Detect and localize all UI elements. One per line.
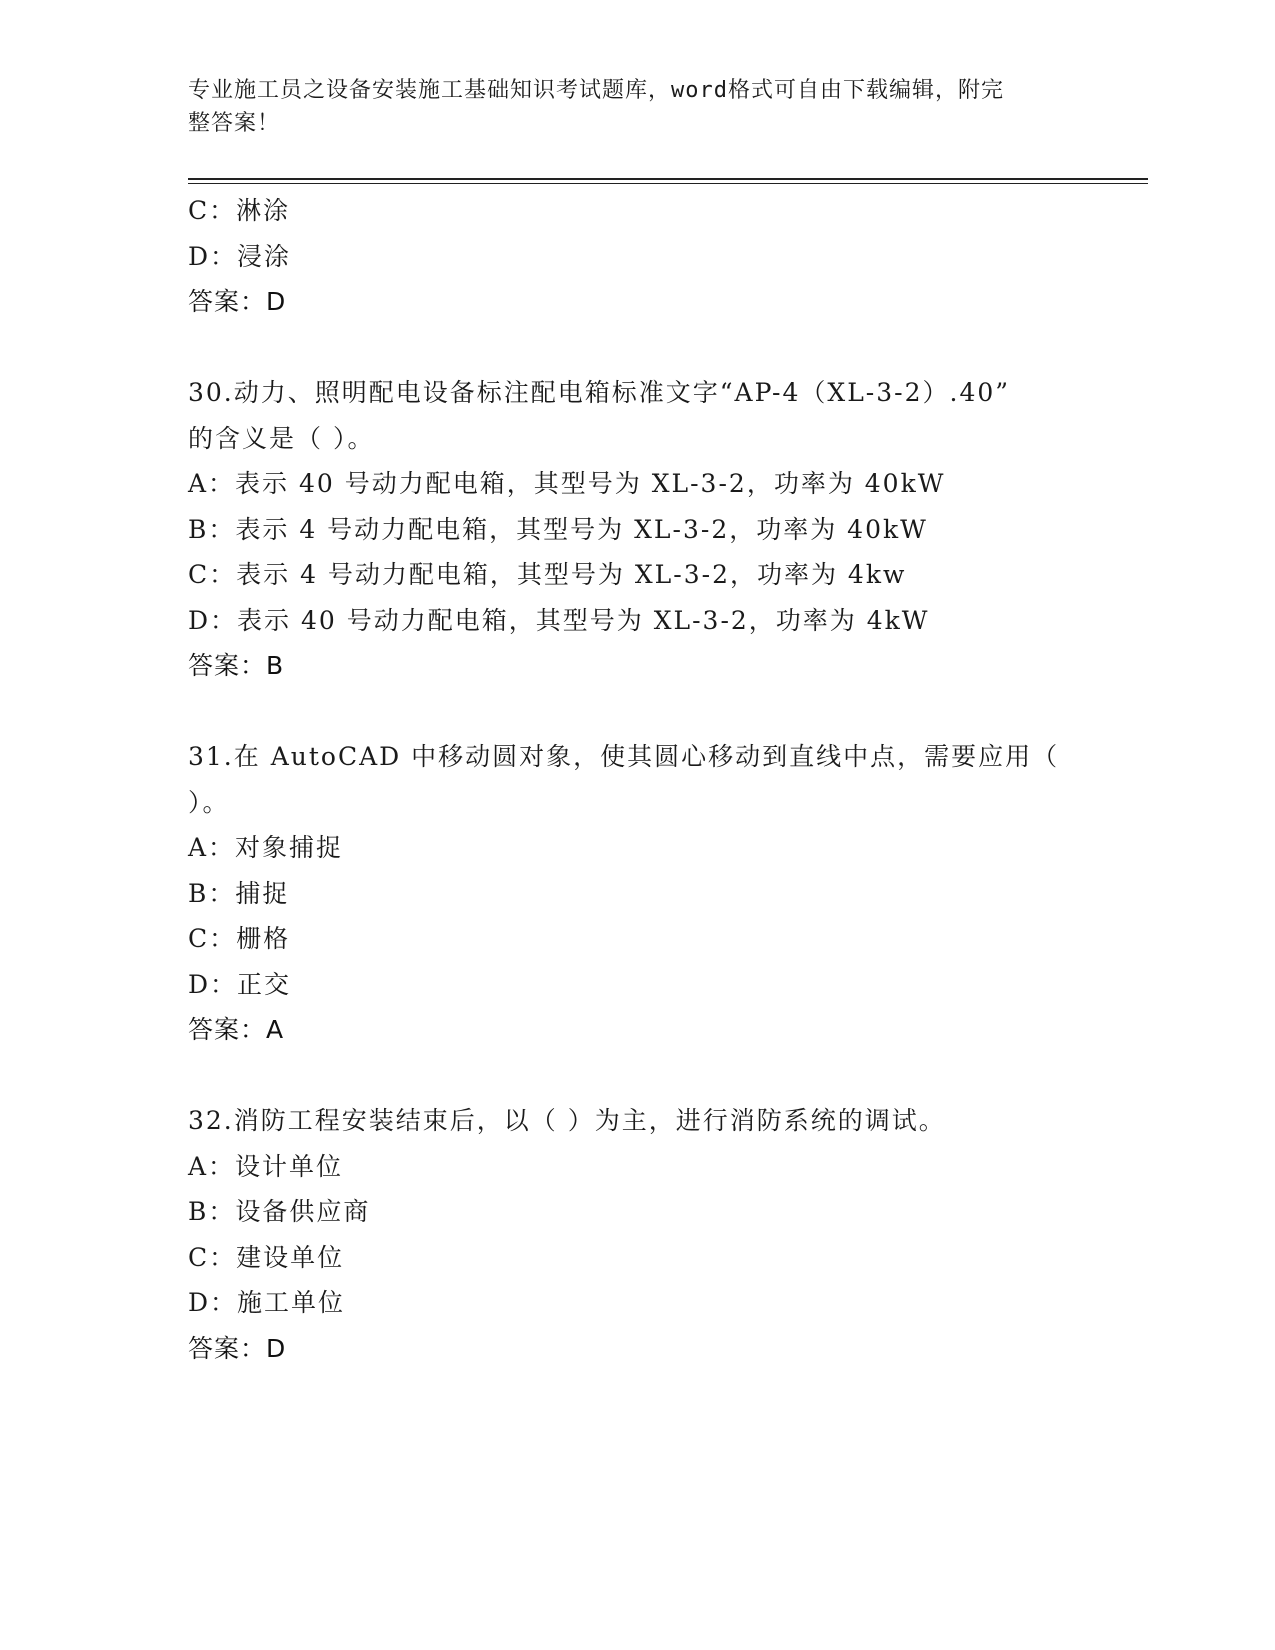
option-c: C：建设单位 <box>188 1242 345 1272</box>
question-carryover <box>188 188 1088 325</box>
option-d: D：施工单位 <box>188 1288 346 1317</box>
question-stem-continued: ）。 <box>188 787 230 817</box>
answer-line: 答案：A <box>188 1015 285 1044</box>
question-30 <box>188 370 1088 689</box>
header-divider-thin <box>188 183 1148 184</box>
option-a: A：对象捕捉 <box>188 833 344 862</box>
question-stem: 31.在 AutoCAD 中移动圆对象，使其圆心移动到直线中点，需要应用（ <box>188 742 1060 771</box>
option-a: A：设计单位 <box>188 1151 344 1181</box>
spacer <box>188 325 1088 371</box>
header-divider-thick <box>188 178 1148 180</box>
header-title-line-1: 专业施工员之设备安装施工基础知识考试题库，word格式可自由下载编辑，附完 <box>188 78 1004 103</box>
option-b: B：设备供应商 <box>188 1197 371 1226</box>
option-c: C：表示 4 号动力配电箱，其型号为 XL-3-2，功率为 4kw <box>188 560 907 589</box>
option-b: B：捕捉 <box>188 878 290 908</box>
option-a: A：表示 40 号动力配电箱，其型号为 XL-3-2，功率为 40kW <box>188 469 946 498</box>
question-stem: 30.动力、照明配电设备标注配电箱标准文字“AP-4（XL-3-2）.40” <box>188 378 1011 407</box>
question-stem: 32.消防工程安装结束后，以（ ）为主，进行消防系统的调试。 <box>188 1106 946 1135</box>
option-d: D：表示 40 号动力配电箱，其型号为 XL-3-2，功率为 4kW <box>188 605 930 635</box>
question-32 <box>188 1098 1088 1371</box>
option-c: C：栅格 <box>188 924 291 953</box>
spacer <box>188 689 1088 735</box>
option-d: D：浸涂 <box>188 241 292 271</box>
document-header <box>188 74 1068 140</box>
question-list <box>188 188 1088 1371</box>
answer-line: 答案：B <box>188 651 285 680</box>
header-title-line-2: 整答案！ <box>188 111 281 136</box>
answer-line: 答案：D <box>188 287 287 316</box>
spacer <box>188 1053 1088 1099</box>
option-d: D：正交 <box>188 969 292 999</box>
option-c: C：淋涂 <box>188 196 291 225</box>
question-stem-continued: 的含义是（ ）。 <box>188 423 375 453</box>
answer-line: 答案：D <box>188 1333 287 1363</box>
question-31 <box>188 734 1088 1053</box>
option-b: B：表示 4 号动力配电箱，其型号为 XL-3-2，功率为 40kW <box>188 514 928 544</box>
